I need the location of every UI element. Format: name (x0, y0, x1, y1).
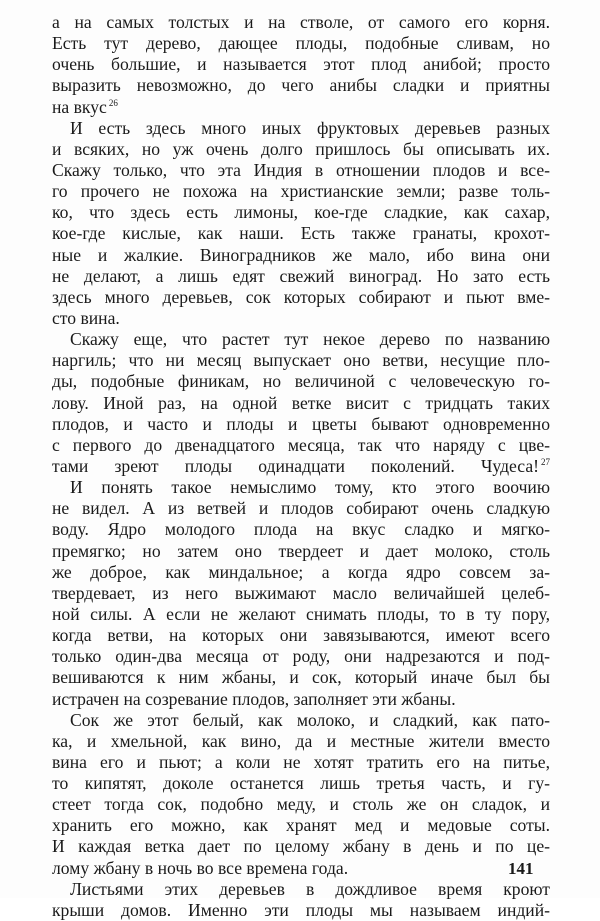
text-line-content: то кипятят, доколе останется лишь третья часть, и гу- (52, 773, 550, 794)
text-line (52, 308, 550, 329)
text-line-content: а на самых толстых и на стволе, от самого его корня. (52, 12, 550, 32)
page-number: 141 (508, 859, 534, 878)
text-line (52, 329, 550, 350)
text-line (52, 836, 550, 857)
text-line-content: Скажу только, что эта Индия в отношении плодов и все- (52, 159, 550, 180)
text-line (52, 541, 550, 562)
text-line-content: сто вина. (52, 307, 120, 328)
text-line-content: с первого до двенадцатого месяца, так что наряду с цве- (52, 434, 550, 455)
text-line (52, 773, 550, 794)
text-line-content: Скажу еще, что растет тут некое дерево по названию (70, 329, 550, 350)
footnote-marker: 26 (108, 97, 118, 108)
text-line (52, 54, 550, 75)
text-line-content: здесь много деревьев, сок которых собирают и пьют вме- (52, 286, 550, 307)
text-line (52, 815, 550, 836)
text-line-content: и всяких, но уж очень долго пришлось бы описывать их. (52, 138, 550, 159)
text-line (52, 435, 550, 456)
text-line-content: хранить его можно, как хранят мед и медовые соты. (52, 815, 550, 836)
text-line (52, 350, 550, 371)
text-line (52, 181, 550, 202)
text-line-content: плодов, и часто и плоды и цветы бывают одновременно (52, 413, 550, 434)
text-line-content: стеет тогда сок, подобно меду, и столь же он сладок, и (52, 794, 550, 815)
text-line (52, 689, 550, 710)
text-line (52, 731, 550, 752)
text-line (52, 794, 550, 815)
text-line (52, 371, 550, 392)
text-line (52, 879, 550, 900)
text-line-content: только один-два месяца от роду, они надрезаются и под- (52, 646, 550, 667)
text-line-content: когда ветви, на которых они завязываются, имеют всего (52, 625, 550, 646)
text-line-content: го прочего не похожа на христианские земли; разве толь- (52, 181, 550, 202)
text-line-content: же доброе, как миндальное; а когда ядро совсем за- (52, 561, 550, 582)
text-line (52, 393, 550, 414)
text-line-content: наргиль; что ни месяц выпускает оно ветви, несущие пло- (52, 350, 550, 371)
text-line-content: И понять такое немыслимо тому, кто этого воочию (70, 477, 550, 498)
text-line-content: воду. Ядро молодого плода на вкус сладко и мягко- (52, 519, 550, 540)
text-line-content: истрачен на созревание плодов, заполняет эти жбаны. (52, 688, 456, 709)
text-line-content: на вкус (52, 96, 107, 117)
text-line (52, 139, 550, 160)
text-line (52, 583, 550, 604)
text-line (52, 900, 550, 921)
text-line (52, 667, 550, 688)
text-line (52, 752, 550, 773)
footnote-marker: 27 (541, 457, 550, 468)
text-line (52, 118, 550, 139)
text-line-content: крыши домов. Именно эти плоды мы называем индий- (52, 899, 550, 920)
text-line (52, 75, 550, 96)
text-line (52, 562, 550, 583)
text-line (52, 245, 550, 266)
text-line-content: ка, и хмельной, как вино, да и местные жители вместо (52, 730, 550, 751)
text-line (52, 625, 550, 646)
text-line (52, 266, 550, 287)
text-line-content: ды, подобные финикам, но величиной с человеческую го- (52, 371, 550, 392)
text-line-content: Сок же этот белый, как молоко, и сладкий, как пато- (70, 709, 550, 730)
text-line-content: ко, что здесь есть лимоны, кое-где сладкие, как сахар, (52, 202, 550, 223)
text-line-content: лову. Иной раз, на одной ветке висит с тридцать таких (52, 392, 550, 413)
text-line-content: Листьями этих деревьев в дождливое время кроют (70, 878, 550, 899)
text-line (52, 287, 550, 308)
text-line-content: ной силы. А если не желают снимать плоды, то в ту пору, (52, 603, 550, 624)
text-line-content: Есть тут дерево, дающее плоды, подобные сливам, но (52, 33, 550, 54)
text-line-content: очень большие, и называется этот плод анибой; просто (52, 54, 550, 75)
text-line (52, 160, 550, 181)
text-line (52, 33, 550, 54)
text-line (52, 604, 550, 625)
text-line-content: вешиваются к ним жбаны, и сок, который иначе был бы (52, 667, 550, 688)
text-line-content: тами зреют плоды одинадцати поколений. Чудеса! (52, 455, 539, 476)
text-line (52, 498, 550, 519)
text-line (52, 456, 550, 477)
text-line (52, 414, 550, 435)
page-body-text (52, 12, 550, 921)
text-line (52, 202, 550, 223)
text-line-content: не видел. А из ветвей и плодов собирают очень сладкую (52, 498, 550, 519)
text-line (52, 477, 550, 498)
text-line-content: лому жбану в ночь во все времена года. (52, 857, 349, 878)
text-line (52, 646, 550, 667)
text-line (52, 858, 550, 879)
text-line (52, 97, 550, 118)
text-line-content: премягко; но затем оно твердеет и дает молоко, столь (52, 540, 550, 561)
text-line-content: ные и жалкие. Виноградников же мало, ибо вина они (52, 244, 550, 265)
text-line (52, 710, 550, 731)
text-line (52, 519, 550, 540)
text-line-content: твердевает, из него выжимают масло величайшей целеб- (52, 582, 550, 603)
text-line-content: вина его и пьют; а коли не хотят тратить его на питье, (52, 751, 550, 772)
text-line-content: И есть здесь много иных фруктовых деревьев разных (70, 117, 550, 138)
text-line-content: кое-где кислые, как наши. Есть также гранаты, крохот- (52, 223, 550, 244)
text-line-content: выразить невозможно, до чего анибы сладки и приятны (52, 75, 550, 96)
text-line-content: И каждая ветка дает по целому жбану в день и по це- (52, 836, 550, 857)
text-line (52, 223, 550, 244)
text-line (52, 12, 550, 33)
text-line-content: не делают, а лишь едят свежий виноград. Но зато есть (52, 265, 550, 286)
